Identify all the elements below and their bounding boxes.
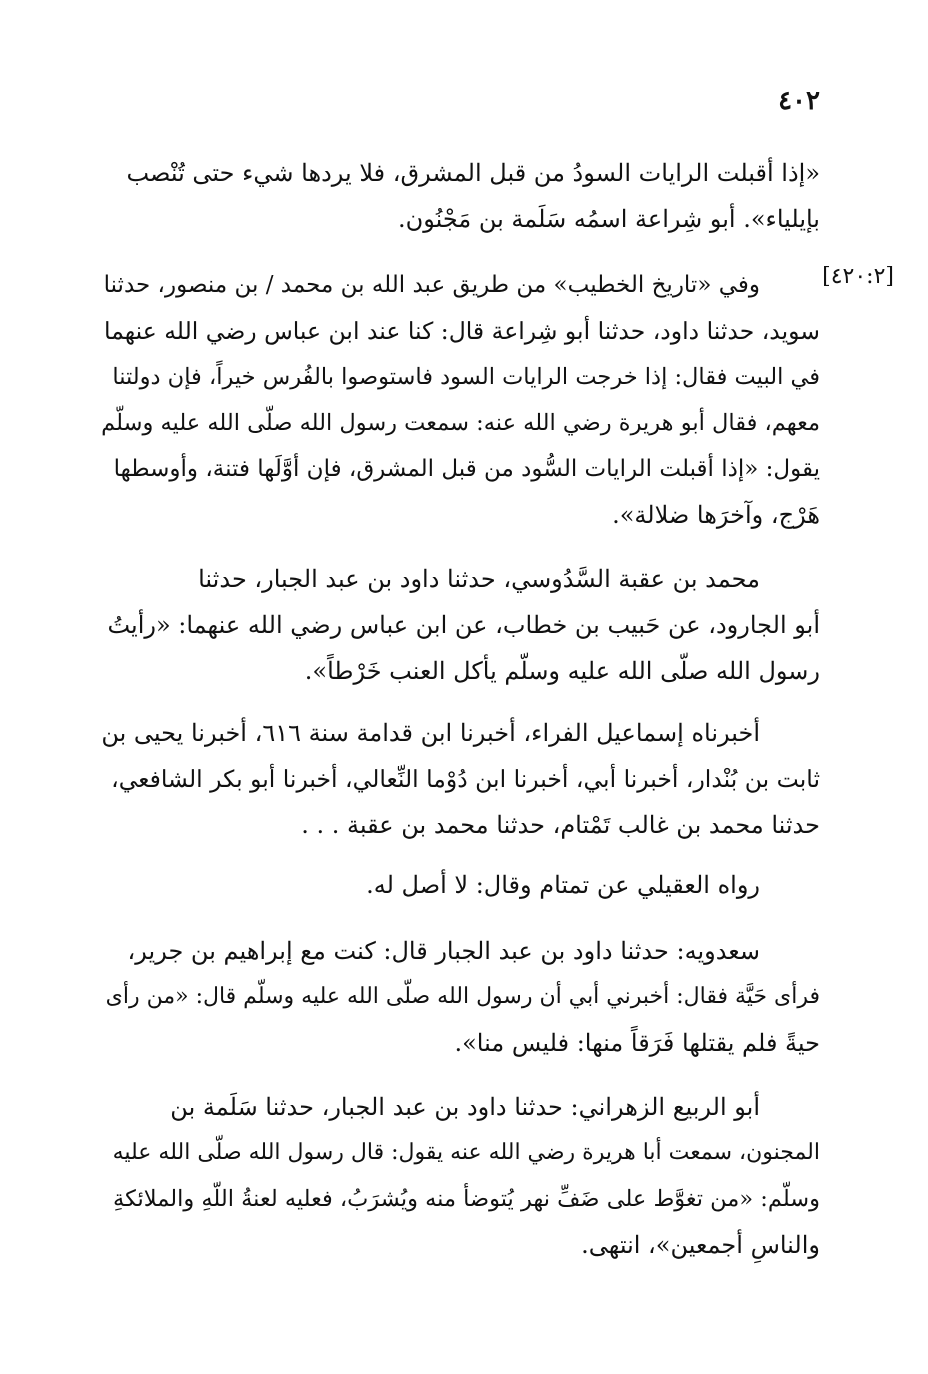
text-line: رواه العقيلي عن تمتام وقال: لا أصل له. <box>366 871 760 899</box>
text-line: هَرْج، وآخرَها ضلالة». <box>612 501 820 529</box>
text-line: بإيلياء». أبو شِراعة اسمُه سَلَمة بن مَجْنُون. <box>397 205 820 233</box>
paragraph-2 <box>100 262 820 538</box>
text-line: أبو الجارود، عن حَبيب بن خطاب، عن ابن عباس رضي الله عنهما: «رأيتُ <box>107 611 820 639</box>
text-line: وفي «تاريخ الخطيب» من طريق عبد الله بن محمد / بن منصور، حدثنا <box>103 272 760 298</box>
paragraph-1 <box>100 150 820 242</box>
text-line: رسول الله صلّى الله عليه وسلّم يأكل العنب خَرْطاً». <box>304 657 820 685</box>
paragraph-3 <box>100 556 820 694</box>
text-line: سعدويه: حدثنا داود بن عبد الجبار قال: كنت مع إبراهيم بن جرير، <box>127 937 760 965</box>
text-line: «إذا أقبلت الرايات السودُ من قبل المشرق، فلا يردها شيء حتى تُنْصب <box>126 159 820 187</box>
paragraph-5 <box>100 862 820 908</box>
text-line: حيةً فلم يقتلها فَرَقاً منها: فليس منا». <box>454 1029 820 1057</box>
text-line: وسلّم: «من تغوَّط على ضَفِّ نهر يُتوضأ منه ويُشرَبُ، فعليه لعنةُ اللّهِ والملائكةِ <box>113 1186 820 1212</box>
text-line: أبو الربيع الزهراني: حدثنا داود بن عبد الجبار، حدثنا سَلَمة بن <box>170 1093 760 1121</box>
text-line: معهم، فقال أبو هريرة رضي الله عنه: سمعت رسول الله صلّى الله عليه وسلّم <box>101 410 820 436</box>
page-number: ٤٠٢ <box>778 86 820 116</box>
text-line: أخبرناه إسماعيل الفراء، أخبرنا ابن قدامة سنة ٦١٦، أخبرنا يحيى بن <box>101 719 760 747</box>
text-line: محمد بن عقبة السَّدُوسي، حدثنا داود بن عبد الجبار، حدثنا <box>198 565 760 593</box>
text-line: ثابت بن بُنْدار، أخبرنا أبي، أخبرنا ابن دُوْما النِّعالي، أخبرنا أبو بكر الشافعي، <box>111 765 820 793</box>
text-line: سويد، حدثنا داود، حدثنا أبو شِراعة قال: كنا عند ابن عباس رضي الله عنهما <box>104 317 820 345</box>
text-line: في البيت فقال: إذا خرجت الرايات السود فاستوصوا بالفُرس خيراً، فإن دولتنا <box>112 364 820 390</box>
text-line: حدثنا محمد بن غالب تَمْتام، حدثنا محمد بن عقبة . . . <box>301 811 820 839</box>
paragraph-7 <box>100 1084 820 1268</box>
text-line: المجنون، سمعت أبا هريرة رضي الله عنه يقول: قال رسول الله صلّى الله عليه <box>112 1140 820 1165</box>
text-line: فرأى حَيَّة فقال: أخبرني أبي أن رسول الله صلّى الله عليه وسلّم قال: «من رأى <box>105 984 820 1009</box>
paragraph-4 <box>100 710 820 848</box>
text-line: والناسِ أجمعين»، انتهى. <box>581 1231 820 1259</box>
paragraph-6 <box>100 928 820 1066</box>
reference-marker: [٤٢٠:٢] <box>822 264 894 289</box>
text-line: يقول: «إذا أقبلت الرايات السُّود من قبل المشرق، فإن أوَّلَها فتنة، وأوسطها <box>113 456 820 482</box>
